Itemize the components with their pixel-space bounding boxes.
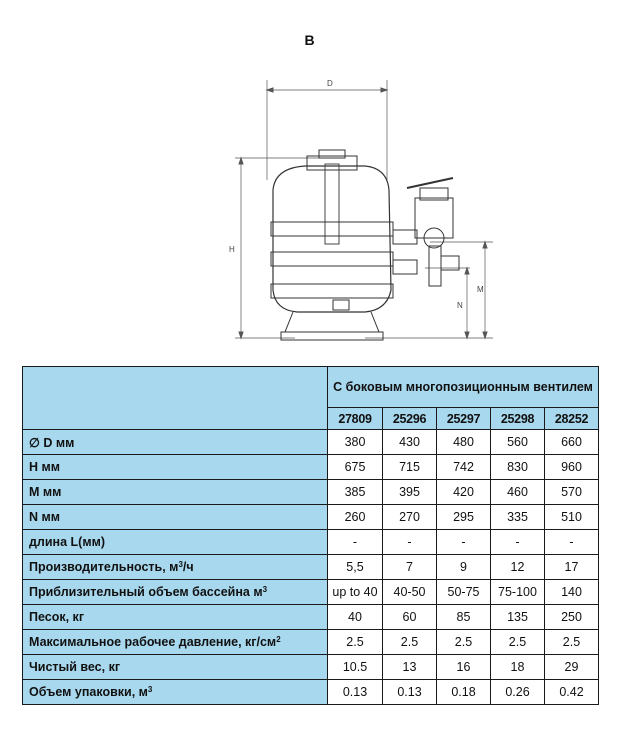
value-cell: 9 bbox=[437, 555, 491, 580]
row-label: M мм bbox=[23, 480, 328, 505]
value-cell: 17 bbox=[545, 555, 599, 580]
table-row bbox=[23, 680, 599, 705]
value-cell: 60 bbox=[383, 605, 437, 630]
value-cell: - bbox=[383, 530, 437, 555]
value-cell: 335 bbox=[491, 505, 545, 530]
table-row bbox=[23, 655, 599, 680]
value-cell: 510 bbox=[545, 505, 599, 530]
value-cell: 0.18 bbox=[437, 680, 491, 705]
header-blank-cell bbox=[23, 367, 328, 430]
value-cell: 0.42 bbox=[545, 680, 599, 705]
model-header: 27809 bbox=[328, 408, 383, 430]
row-label: Песок, кг bbox=[23, 605, 328, 630]
table-row bbox=[23, 630, 599, 655]
model-header: 25298 bbox=[491, 408, 545, 430]
value-cell: 420 bbox=[437, 480, 491, 505]
value-cell: - bbox=[491, 530, 545, 555]
value-cell: 830 bbox=[491, 455, 545, 480]
value-cell: 13 bbox=[383, 655, 437, 680]
value-cell: 12 bbox=[491, 555, 545, 580]
table-row bbox=[23, 505, 599, 530]
model-header: 28252 bbox=[545, 408, 599, 430]
value-cell: - bbox=[545, 530, 599, 555]
value-cell: 5,5 bbox=[328, 555, 383, 580]
value-cell: 75-100 bbox=[491, 580, 545, 605]
value-cell: 135 bbox=[491, 605, 545, 630]
table-row bbox=[23, 430, 599, 455]
value-cell: 2.5 bbox=[383, 630, 437, 655]
row-label: N мм bbox=[23, 505, 328, 530]
spec-table bbox=[22, 366, 599, 705]
value-cell: 0.13 bbox=[383, 680, 437, 705]
table-header-row bbox=[23, 367, 599, 408]
table-row bbox=[23, 580, 599, 605]
figure-label: B bbox=[304, 32, 315, 48]
value-cell: 480 bbox=[437, 430, 491, 455]
value-cell: 50-75 bbox=[437, 580, 491, 605]
value-cell: 18 bbox=[491, 655, 545, 680]
value-cell: 660 bbox=[545, 430, 599, 455]
value-cell: 715 bbox=[383, 455, 437, 480]
value-cell: 460 bbox=[491, 480, 545, 505]
value-cell: up to 40 bbox=[328, 580, 383, 605]
value-cell: 0.26 bbox=[491, 680, 545, 705]
row-label: ∅ D мм bbox=[23, 430, 328, 455]
table-row bbox=[23, 480, 599, 505]
dim-h-label: H bbox=[229, 245, 235, 254]
dim-n-label: N bbox=[457, 301, 463, 310]
table-row bbox=[23, 555, 599, 580]
value-cell: 40 bbox=[328, 605, 383, 630]
row-label: Приблизительный объем бассейна $м^3$ bbox=[23, 580, 328, 605]
value-cell: 560 bbox=[491, 430, 545, 455]
filter-technical-drawing bbox=[215, 70, 495, 360]
value-cell: 250 bbox=[545, 605, 599, 630]
value-cell: 260 bbox=[328, 505, 383, 530]
model-header: 25296 bbox=[383, 408, 437, 430]
value-cell: 10.5 bbox=[328, 655, 383, 680]
value-cell: 430 bbox=[383, 430, 437, 455]
value-cell: 2.5 bbox=[437, 630, 491, 655]
group-header: С боковым многопозиционным вентилем bbox=[328, 367, 599, 408]
value-cell: 0.13 bbox=[328, 680, 383, 705]
row-label: Максимальное рабочее давление, $кг/см^2$ bbox=[23, 630, 328, 655]
row-label: Объем упаковки, $м^3$ bbox=[23, 680, 328, 705]
value-cell: 742 bbox=[437, 455, 491, 480]
table-row bbox=[23, 455, 599, 480]
value-cell: 40-50 bbox=[383, 580, 437, 605]
value-cell: 960 bbox=[545, 455, 599, 480]
value-cell: 385 bbox=[328, 480, 383, 505]
dim-d-label: D bbox=[327, 79, 333, 88]
value-cell: 85 bbox=[437, 605, 491, 630]
value-cell: 16 bbox=[437, 655, 491, 680]
value-cell: 2.5 bbox=[328, 630, 383, 655]
value-cell: 140 bbox=[545, 580, 599, 605]
value-cell: 2.5 bbox=[545, 630, 599, 655]
value-cell: 2.5 bbox=[491, 630, 545, 655]
value-cell: 570 bbox=[545, 480, 599, 505]
value-cell: 295 bbox=[437, 505, 491, 530]
model-header: 25297 bbox=[437, 408, 491, 430]
value-cell: 7 bbox=[383, 555, 437, 580]
value-cell: 395 bbox=[383, 480, 437, 505]
value-cell: 380 bbox=[328, 430, 383, 455]
value-cell: - bbox=[328, 530, 383, 555]
value-cell: 29 bbox=[545, 655, 599, 680]
value-cell: - bbox=[437, 530, 491, 555]
row-label: H мм bbox=[23, 455, 328, 480]
row-label: Чистый вес, кг bbox=[23, 655, 328, 680]
row-label: Производительность, $м^3/ч$ bbox=[23, 555, 328, 580]
value-cell: 675 bbox=[328, 455, 383, 480]
value-cell: 270 bbox=[383, 505, 437, 530]
dim-m-label: M bbox=[477, 285, 484, 294]
table-row bbox=[23, 605, 599, 630]
row-label: длина L(мм) bbox=[23, 530, 328, 555]
table-row bbox=[23, 530, 599, 555]
